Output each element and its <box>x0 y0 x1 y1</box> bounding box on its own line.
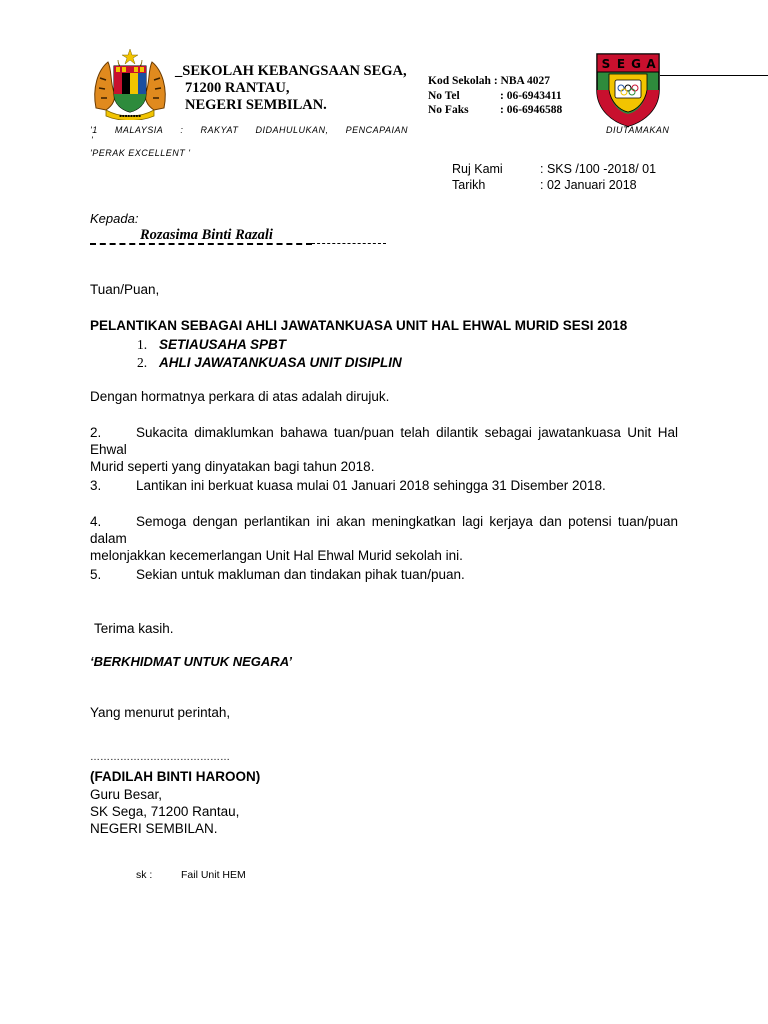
recipient-underline <box>90 243 388 246</box>
paragraph-4: 4. Semoga dengan perlantikan ini akan meningkatkan lagi kerjaya dan potensi tuan/puan dalam melonjakkan kecemerlangan Unit Hal Ehwal Murid sekolah ini. <box>90 514 678 563</box>
ruj-value: : SKS /100 -2018/ 01 <box>540 162 657 176</box>
school-logo <box>593 50 663 128</box>
faks-label: No Faks <box>428 104 469 116</box>
tel-label: No Tel <box>428 89 460 102</box>
motto-line-2: 'PERAK EXCELLENT ' <box>90 148 191 158</box>
ruj-label: Ruj Kami <box>452 162 503 176</box>
kepada-label: Kepada: <box>90 211 139 226</box>
signatory-details <box>90 786 239 837</box>
thanks-line: Terima kasih. <box>94 621 174 636</box>
signatory-name: (FADILAH BINTI HAROON) <box>90 769 261 784</box>
signature-line: …………………………………… <box>90 752 230 763</box>
cc-value: Fail Unit HEM <box>181 869 246 881</box>
kod-value: : NBA 4027 <box>493 75 551 87</box>
school-state: NEGERI SEMBILAN. <box>185 97 327 113</box>
school-postcode-town: 71200 RANTAU, <box>185 80 290 96</box>
paragraph-5: 5. Sekian untuk makluman dan tindakan pihak tuan/puan. <box>90 567 465 582</box>
cc-label: sk : <box>136 869 153 881</box>
signatory-address-1: SK Sega, 71200 Rantau, <box>90 804 240 819</box>
tel-value: : 06-6943411 <box>500 89 562 102</box>
slogan: ‘BERKHIDMAT UNTUK NEGARA’ <box>90 654 292 669</box>
motto-end: DIUTAMAKAN <box>606 125 670 135</box>
school-contact-block <box>428 74 562 118</box>
list-item: 2. AHLI JAWATANKUASA UNIT DISIPLIN <box>137 355 402 370</box>
header-rule <box>660 75 768 76</box>
subject-heading: PELANTIKAN SEBAGAI AHLI JAWATANKUASA UNIT HAL EHWAL MURID SESI 2018 <box>90 318 628 333</box>
logo-letter: S <box>601 57 611 71</box>
reference-block <box>452 161 656 193</box>
faks-value: : 06-6946588 <box>500 104 563 116</box>
coat-of-arms-emblem <box>92 48 168 120</box>
tarikh-label: Tarikh <box>452 178 486 192</box>
signatory-address-2: NEGERI SEMBILAN. <box>90 821 218 836</box>
appointment-list <box>137 336 402 372</box>
tarikh-value: : 02 Januari 2018 <box>540 178 637 192</box>
salutation: Tuan/Puan, <box>90 282 160 297</box>
logo-letter: E <box>616 57 626 71</box>
logo-letter: A <box>646 57 656 71</box>
paragraph-3: 3. Lantikan ini berkuat kuasa mulai 01 Januari 2018 sehingga 31 Disember 2018. <box>90 478 606 493</box>
svg-text:▪▪▪▪▪▪▪▪: ▪▪▪▪▪▪▪▪ <box>119 113 141 118</box>
logo-letter: G <box>631 57 641 71</box>
school-name: _SEKOLAH KEBANGSAAN SEGA, <box>175 63 407 79</box>
paragraph-2: 2. Sukacita dimaklumkan bahawa tuan/puan telah dilantik sebagai jawatankuasa Unit Hal Ehwal Murid seperti yang dinyatakan bagi tahun 2018. <box>90 425 678 474</box>
motto-line: '1 MALAYSIA : RAKYAT DIDAHULUKAN, PENCAPAIAN <box>90 125 408 135</box>
motto-mark: ' <box>91 135 94 145</box>
signatory-title: Guru Besar, <box>90 787 163 802</box>
kod-label: Kod Sekolah <box>428 75 491 87</box>
recipient-name: Rozasima Binti Razali <box>140 227 273 243</box>
paragraph-1: Dengan hormatnya perkara di atas adalah dirujuk. <box>90 389 390 404</box>
closing: Yang menurut perintah, <box>90 705 231 720</box>
list-item: 1. SETIAUSAHA SPBT <box>137 337 287 352</box>
